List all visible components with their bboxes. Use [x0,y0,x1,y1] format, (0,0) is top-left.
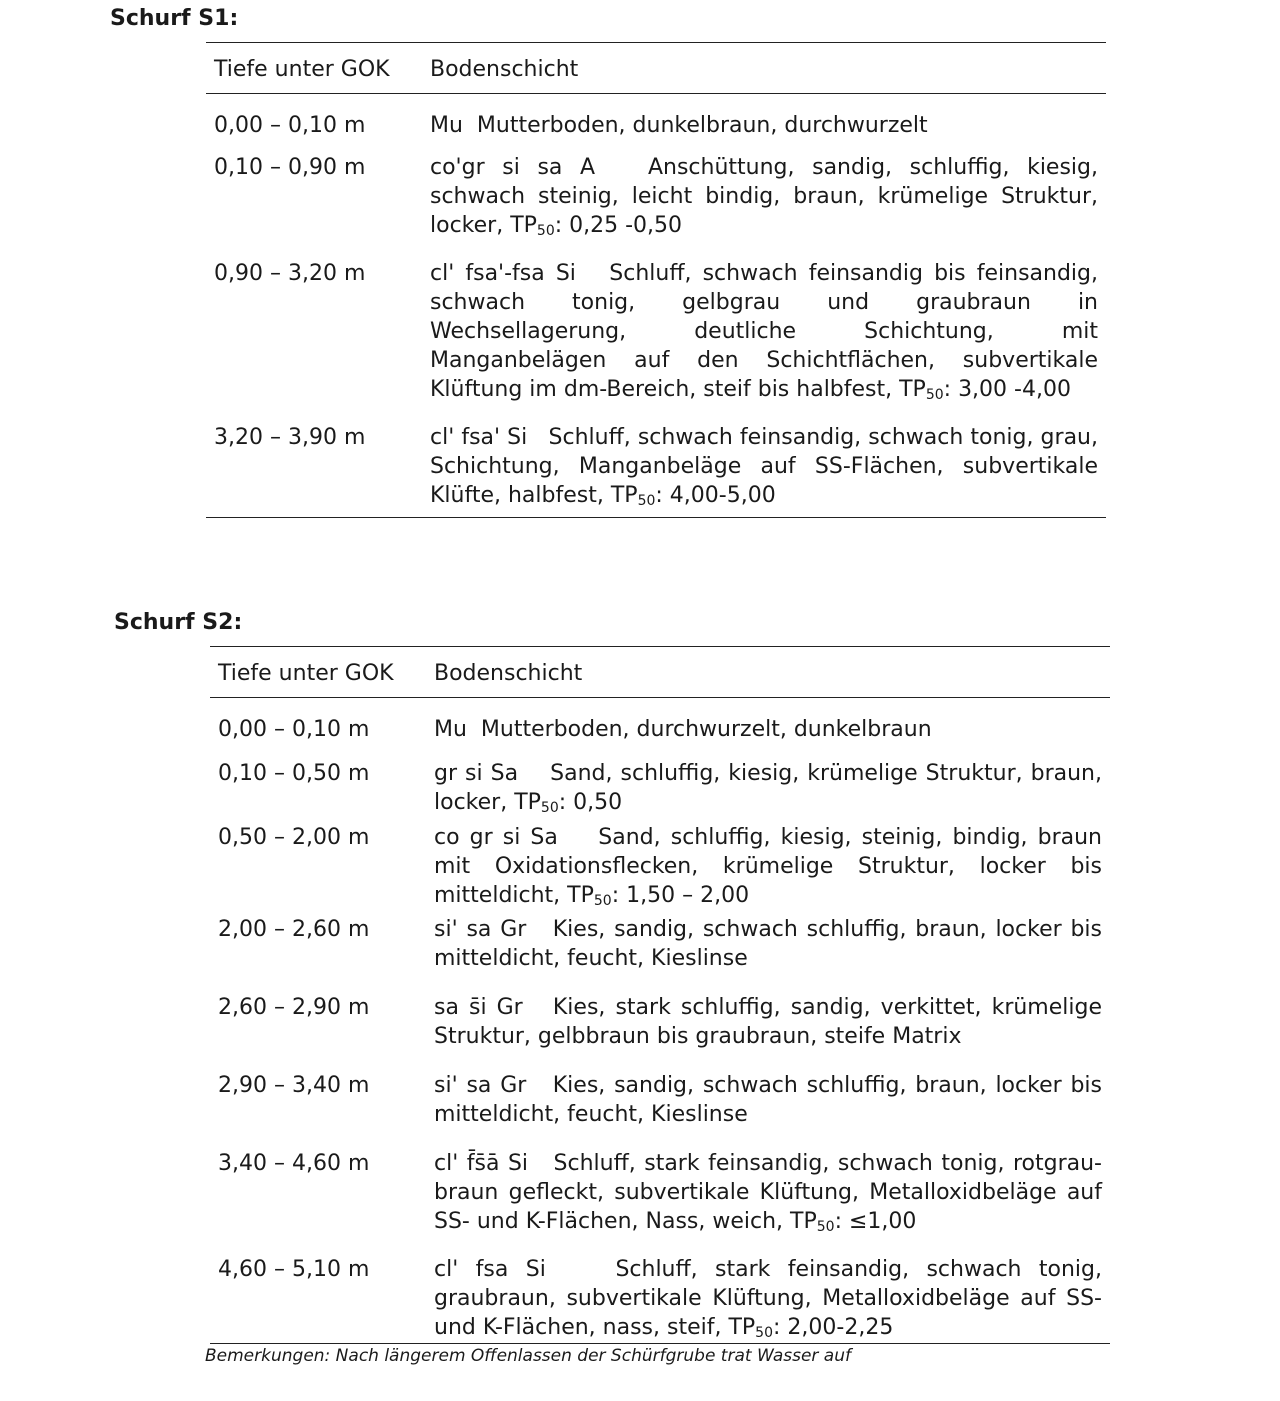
soil-description: Schluff, stark feinsandig, schwach tonig, rotgrau-braun gefleckt, subvertikale Klüftung, Metalloxidbeläge auf SS- und K-Flächen, Nass, weich, TP [434,1151,1102,1234]
soil-code: cl' f̄s̄ā Si [434,1151,554,1176]
tp-value: 0,25 -0,50 [569,213,683,238]
tp-subscript: 50 [816,1219,835,1235]
soil-description: Kies, sandig, schwach schluffig, braun, locker bis mitteldicht, feucht, Kieslinse [434,1073,1103,1127]
soil-description: Kies, stark schluffig, sandig, verkittet, krümelige Struktur, gelbbraun bis graubraun, steife Matrix [434,995,1102,1049]
soil-description: Sand, schluffig, kiesig, krümelige Struktur, braun, locker, TP [434,761,1102,815]
depth-cell: 0,00 – 0,10 m [218,717,370,742]
soil-code: cl' fsa'-fsa Si [430,261,610,286]
soil-code: cl' fsa' Si [430,425,549,450]
soil-code: co gr si Sa [434,825,599,850]
depth-cell: 4,60 – 5,10 m [218,1257,370,1282]
depth-cell: 0,90 – 3,20 m [214,261,366,286]
tp-subscript: 50 [536,223,555,239]
section-title-s1: Schurf S1: [110,6,239,31]
table-header [210,647,1110,698]
header-layer: Bodenschicht [434,661,583,686]
depth-cell: 3,40 – 4,60 m [218,1151,370,1176]
depth-cell: 2,00 – 2,60 m [218,917,370,942]
layer-cell [434,1071,1102,1129]
table-header [206,43,1106,94]
depth-cell: 3,20 – 3,90 m [214,425,366,450]
soil-code: Mu [434,717,481,742]
soil-description: Mutterboden, durchwurzelt, dunkelbraun [480,717,932,742]
tp-subscript: 50 [540,800,559,816]
layer-cell: gr si Sa Sand, schluffig, kiesig, krümelige Struktur, braun, locker, $TP_{50}$: 0,50 [434,761,1102,816]
depth-cell: 2,60 – 2,90 m [218,995,370,1020]
depth-cell: 0,50 – 2,00 m [218,825,370,850]
tp-value: 0,50 [573,790,623,815]
soil-description: Anschüttung, sandig, schluffig, kiesig, schwach steinig, leicht bindig, braun, krümelige Struktur, locker, TP [430,155,1098,238]
header-depth: Tiefe unter GOK [218,661,394,686]
soil-description: Kies, sandig, schwach schluffig, braun, locker bis mitteldicht, feucht, Kieslinse [434,917,1103,971]
soil-description: Schluff, stark feinsandig, schwach tonig, graubraun, subvertikale Klüftung, Metalloxidbeläge auf SS- und K-Flächen, nass, steif, TP [434,1257,1102,1340]
tp-value: 1,50 – 2,00 [626,883,750,908]
soil-description: Sand, schluffig, kiesig, steinig, bindig, braun mit Oxidationsflecken, krümelige Struktur, locker bis mitteldicht, TP [434,825,1103,908]
header-depth: Tiefe unter GOK [214,57,390,82]
soil-code: si' sa Gr [434,917,553,942]
soil-table-s2 [210,646,1110,1344]
soil-code: gr si Sa [434,761,551,786]
layer-cell: co'gr si sa A Anschüttung, sandig, schluffig, kiesig, schwach steinig, leicht bindig, braun, krümelige Struktur, locker, $TP_{50}$: 0,25 -0,50 [430,155,1098,239]
soil-code: cl' fsa Si [434,1257,616,1282]
soil-description: Mutterboden, dunkelbraun, durchwurzelt [476,113,928,138]
remarks-note: Bemerkungen: Nach längerem Offenlassen der Schürfgrube trat Wasser auf [205,1346,851,1366]
layer-cell: cl' fsa'-fsa Si Schluff, schwach feinsandig bis feinsandig, schwach tonig, gelbgrau und graubraun in Wechsellagerung, deutliche Schichtung, mit Manganbelägen auf den Schichtflächen, subvertikale Klüftung im dm-Bereich, steif bis halbfest, $TP_{50}$: 3,00 -4,00 [430,261,1098,403]
soil-description: Schluff, schwach feinsandig, schwach tonig, grau, Schichtung, Manganbeläge auf SS-Flächen, subvertikale Klüfte, halbfest, TP [430,425,1098,508]
layer-cell: cl' fsa Si Schluff, stark feinsandig, schwach tonig, graubraun, subvertikale Klüftung, Metalloxidbeläge auf SS- und K-Flächen, nass, steif, $TP_{50}$: 2,00-2,25 [434,1257,1102,1341]
tp-value: 3,00 -4,00 [958,377,1071,402]
layer-cell [434,715,1102,744]
depth-cell: 0,10 – 0,90 m [214,155,366,180]
layer-cell: cl' f̄s̄ā Si Schluff, stark feinsandig, schwach tonig, rotgrau-braun gefleckt, subvertikale Klüftung, Metalloxidbeläge auf SS- und K-Flächen, Nass, weich, $TP_{50}$: ≤1,00 [434,1151,1102,1235]
tp-subscript: 50 [593,893,612,909]
tp-subscript: 50 [637,493,656,509]
tp-subscript: 50 [755,1325,773,1341]
tp-value: 4,00-5,00 [669,483,776,508]
depth-cell: 2,90 – 3,40 m [218,1073,370,1098]
soil-code: si' sa Gr [434,1073,553,1098]
layer-cell [434,915,1102,973]
tp-value: ≤1,00 [848,1209,917,1234]
tp-value: 2,00-2,25 [787,1315,894,1340]
layer-cell [430,111,1098,140]
layer-cell: cl' fsa' Si Schluff, schwach feinsandig, schwach tonig, grau, Schichtung, Manganbeläge auf SS-Flächen, subvertikale Klüfte, halbfest, $TP_{50}$: 4,00-5,00 [430,425,1098,509]
layer-cell: co gr si Sa Sand, schluffig, kiesig, steinig, bindig, braun mit Oxidationsflecken, krümelige Struktur, locker bis mitteldicht, $TP_{50}$: 1,50 – 2,00 [434,825,1103,909]
soil-description: Schluff, schwach feinsandig bis feinsandig, schwach tonig, gelbgrau und graubraun in Wechsellagerung, deutliche Schichtung, mit Manganbelägen auf den Schichtflächen, subvertikale Klüftung im dm-Bereich, steif bis halbfest, TP [430,261,1098,402]
tp-subscript: 50 [925,387,944,403]
depth-cell: 0,10 – 0,50 m [218,761,370,786]
soil-code: sa s̄i Gr [434,995,553,1020]
depth-cell: 0,00 – 0,10 m [214,113,366,138]
header-layer: Bodenschicht [430,57,579,82]
soil-table-s1 [206,42,1106,518]
soil-code: co'gr si sa A [430,155,648,180]
section-title-s2: Schurf S2: [114,610,243,635]
layer-cell [434,993,1102,1051]
soil-code: Mu [430,113,477,138]
